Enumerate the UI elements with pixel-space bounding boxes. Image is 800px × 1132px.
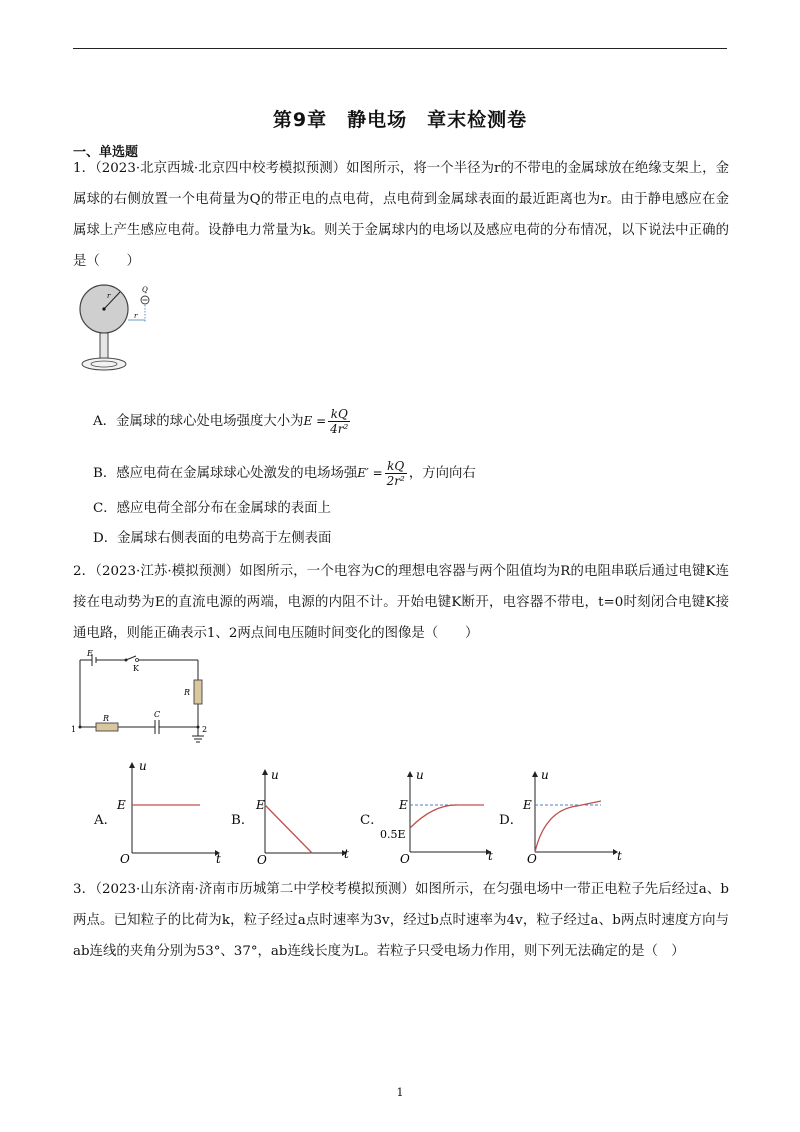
switch-contact <box>125 659 128 662</box>
graph-c[interactable] <box>378 768 498 866</box>
node-1-label: 1 <box>71 725 77 734</box>
graph-d-u-label: u <box>541 768 549 782</box>
question-2-text: 2．（2023·江苏·模拟预测）如图所示，一个电容为C的理想电容器与两个阻值均为R的电阻串联后通过电键K连接在电动势为E的直流电源的两端，电源的内阻不计。开始电键K断开，电容器不带电，t=0时刻闭合电键K接通电路，则能正确表示1、2两点间电压随时间变化的图像是（ ） <box>73 564 729 641</box>
graph-b-t-label: t <box>344 847 349 861</box>
metal-sphere-figure <box>78 283 158 375</box>
node-2-label: 2 <box>202 725 208 734</box>
graph-b-origin-label: O <box>257 853 267 866</box>
sphere-center <box>102 307 105 310</box>
graph-c-e-label: E <box>399 798 408 812</box>
graph-b-curve <box>265 805 312 853</box>
section-heading: 一、单选题 <box>73 145 139 160</box>
resistor-bottom <box>96 723 118 731</box>
graph-b[interactable] <box>249 758 354 866</box>
q1-option-c[interactable]: C．感应电荷全部分布在金属球的表面上 <box>93 501 331 516</box>
graph-b-option[interactable]: B． <box>231 813 255 828</box>
graph-c-curve <box>410 805 484 828</box>
page-number: 1 <box>396 1086 404 1099</box>
graph-d-t-label: t <box>617 849 622 863</box>
graph-a[interactable] <box>112 758 224 866</box>
question-3-text: 3．（2023·山东济南·济南市历城第二中学校考模拟预测）如图所示，在匀强电场中一带正电粒子先后经过a、b两点。已知粒子的比荷为k，粒子经过a点时速率为3v，经过b点时速率为4v，粒子经过a、b两点时速度方向与ab连线的夹角分别为53°、37°，ab连线长度为L。若粒子只受电场力作用，则下列无法确定的是（ ） <box>73 882 729 959</box>
charge-label: Q <box>142 286 148 294</box>
capacitor-label: C <box>154 710 161 719</box>
graph-c-u-label: u <box>416 768 424 782</box>
graph-b-e-label: E <box>256 798 265 812</box>
q1-option-d[interactable]: D．金属球右侧表面的电势高于左侧表面 <box>93 531 332 546</box>
distance-label: r <box>134 312 138 320</box>
graph-c-origin-label: O <box>400 852 410 866</box>
graph-a-option[interactable]: A． <box>94 813 118 828</box>
graph-a-t-label: t <box>216 852 221 866</box>
graph-b-u-label: u <box>271 768 279 782</box>
graph-c-half-label: 0.5E <box>380 828 406 841</box>
stand-base <box>82 358 126 370</box>
switch-label: K <box>133 664 139 673</box>
graph-d-curve <box>535 801 601 852</box>
graph-d[interactable] <box>517 768 632 866</box>
resistor-right-label: R <box>184 688 191 697</box>
insulating-stand <box>100 333 108 361</box>
graph-a-origin-label: O <box>120 852 130 866</box>
header-rule <box>73 48 727 49</box>
circuit-diagram <box>70 648 220 746</box>
node-1 <box>79 726 82 729</box>
node-2 <box>197 726 200 729</box>
page-title: 第9章 静电场 章末检测卷 <box>272 109 528 131</box>
q1-option-a[interactable]: A．金属球的球心处电场强度大小为E = $\frac{kQ}{\text{4r²}}$ <box>93 407 349 436</box>
graph-d-option[interactable]: D． <box>499 813 524 828</box>
graph-a-e-label: E <box>117 798 126 812</box>
resistor-right <box>194 680 202 704</box>
graph-c-option[interactable]: C． <box>360 813 384 828</box>
graph-d-e-label: E <box>523 798 532 812</box>
q1-option-b[interactable]: B．感应电荷在金属球球心处激发的电场场强E′ = $\frac{kQ}{\text{2r²}}$ ，方向向右 <box>93 459 476 488</box>
graph-d-origin-label: O <box>527 852 537 866</box>
radius-label: r <box>107 292 111 300</box>
graph-c-t-label: t <box>488 849 493 863</box>
resistor-bottom-label: R <box>103 714 110 723</box>
question-1-text: 1．（2023·北京西城·北京四中校考模拟预测）如图所示，将一个半径为r的不带电的金属球放在绝缘支架上，金属球的右侧放置一个电荷量为Q的带正电的点电荷，点电荷到金属球表面的最近距离也为r。由于静电感应在金属球上产生感应电荷。设静电力常量为k。则关于金属球内的电场以及感应电荷的分布情况，以下说法中正确的是（ ） <box>73 161 729 269</box>
battery-label: E <box>87 649 93 658</box>
graph-a-u-label: u <box>139 759 147 773</box>
